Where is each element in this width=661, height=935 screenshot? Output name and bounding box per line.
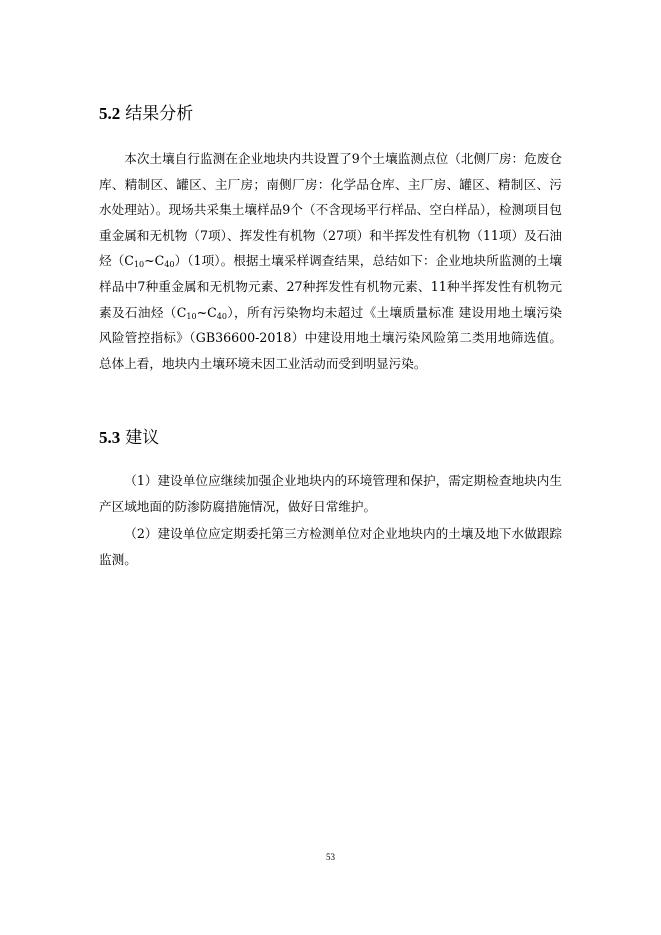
subscript-10: 10 xyxy=(133,260,145,270)
results-paragraph xyxy=(99,146,562,376)
section-heading-results xyxy=(99,103,193,125)
section-heading-suggestions xyxy=(99,427,159,449)
section-number: 5.3 xyxy=(99,428,121,447)
section-number: 5.2 xyxy=(99,104,121,123)
section-title: 建议 xyxy=(125,428,160,448)
page-number: 53 xyxy=(326,852,335,862)
results-text-part-2: ~C xyxy=(144,253,165,269)
subscript-10: 10 xyxy=(186,311,197,321)
results-text-part-5: ），所有污染物均未超过《土壤质量标准 建设用地土壤污染风险管控指标》（GB36600-2018）中建设用地土壤污染风险第二类用地筛选值。总体上看，地块内土壤环境未因工业活动而受到明显污染。 xyxy=(99,304,562,371)
section-title: 结果分析 xyxy=(125,104,194,124)
subscript-40: 40 xyxy=(216,311,227,321)
results-text-part-4: ~C xyxy=(196,304,217,320)
suggestion-item-2: （2）建设单位应定期委托第三方检测单位对企业地块内的土壤及地下水做跟踪监测。 xyxy=(99,526,562,567)
results-text-part-1: 本次土壤自行监测在企业地块内共设置了9个土壤监测点位（北侧厂房：危废仓库、精制区、罐区、主厂房；南侧厂房：化学品仓库、主厂房、罐区、精制区、污水处理站）。现场共采集土壤样品9个（不含现场平行样品、空白样品），检测项目包重金属和无机物（7项）、挥发性有机物（27项）和半挥发性有机物（11项）及石油烃（C xyxy=(99,151,562,269)
results-text-part-3: ）（1项）。根据土壤采样调查结果，总结如下：企业地块所监测的土壤样品中7种重金属和无机物元素、27种挥发性有机物元素、11种半挥发性有机物元素及石油烃（C xyxy=(99,253,562,320)
suggestion-item-1: （1）建设单位应继续加强企业地块内的环境管理和保护，需定期检查地块内生产区域地面的防渗防腐措施情况，做好日常维护。 xyxy=(99,473,562,514)
subscript-40: 40 xyxy=(164,260,175,270)
